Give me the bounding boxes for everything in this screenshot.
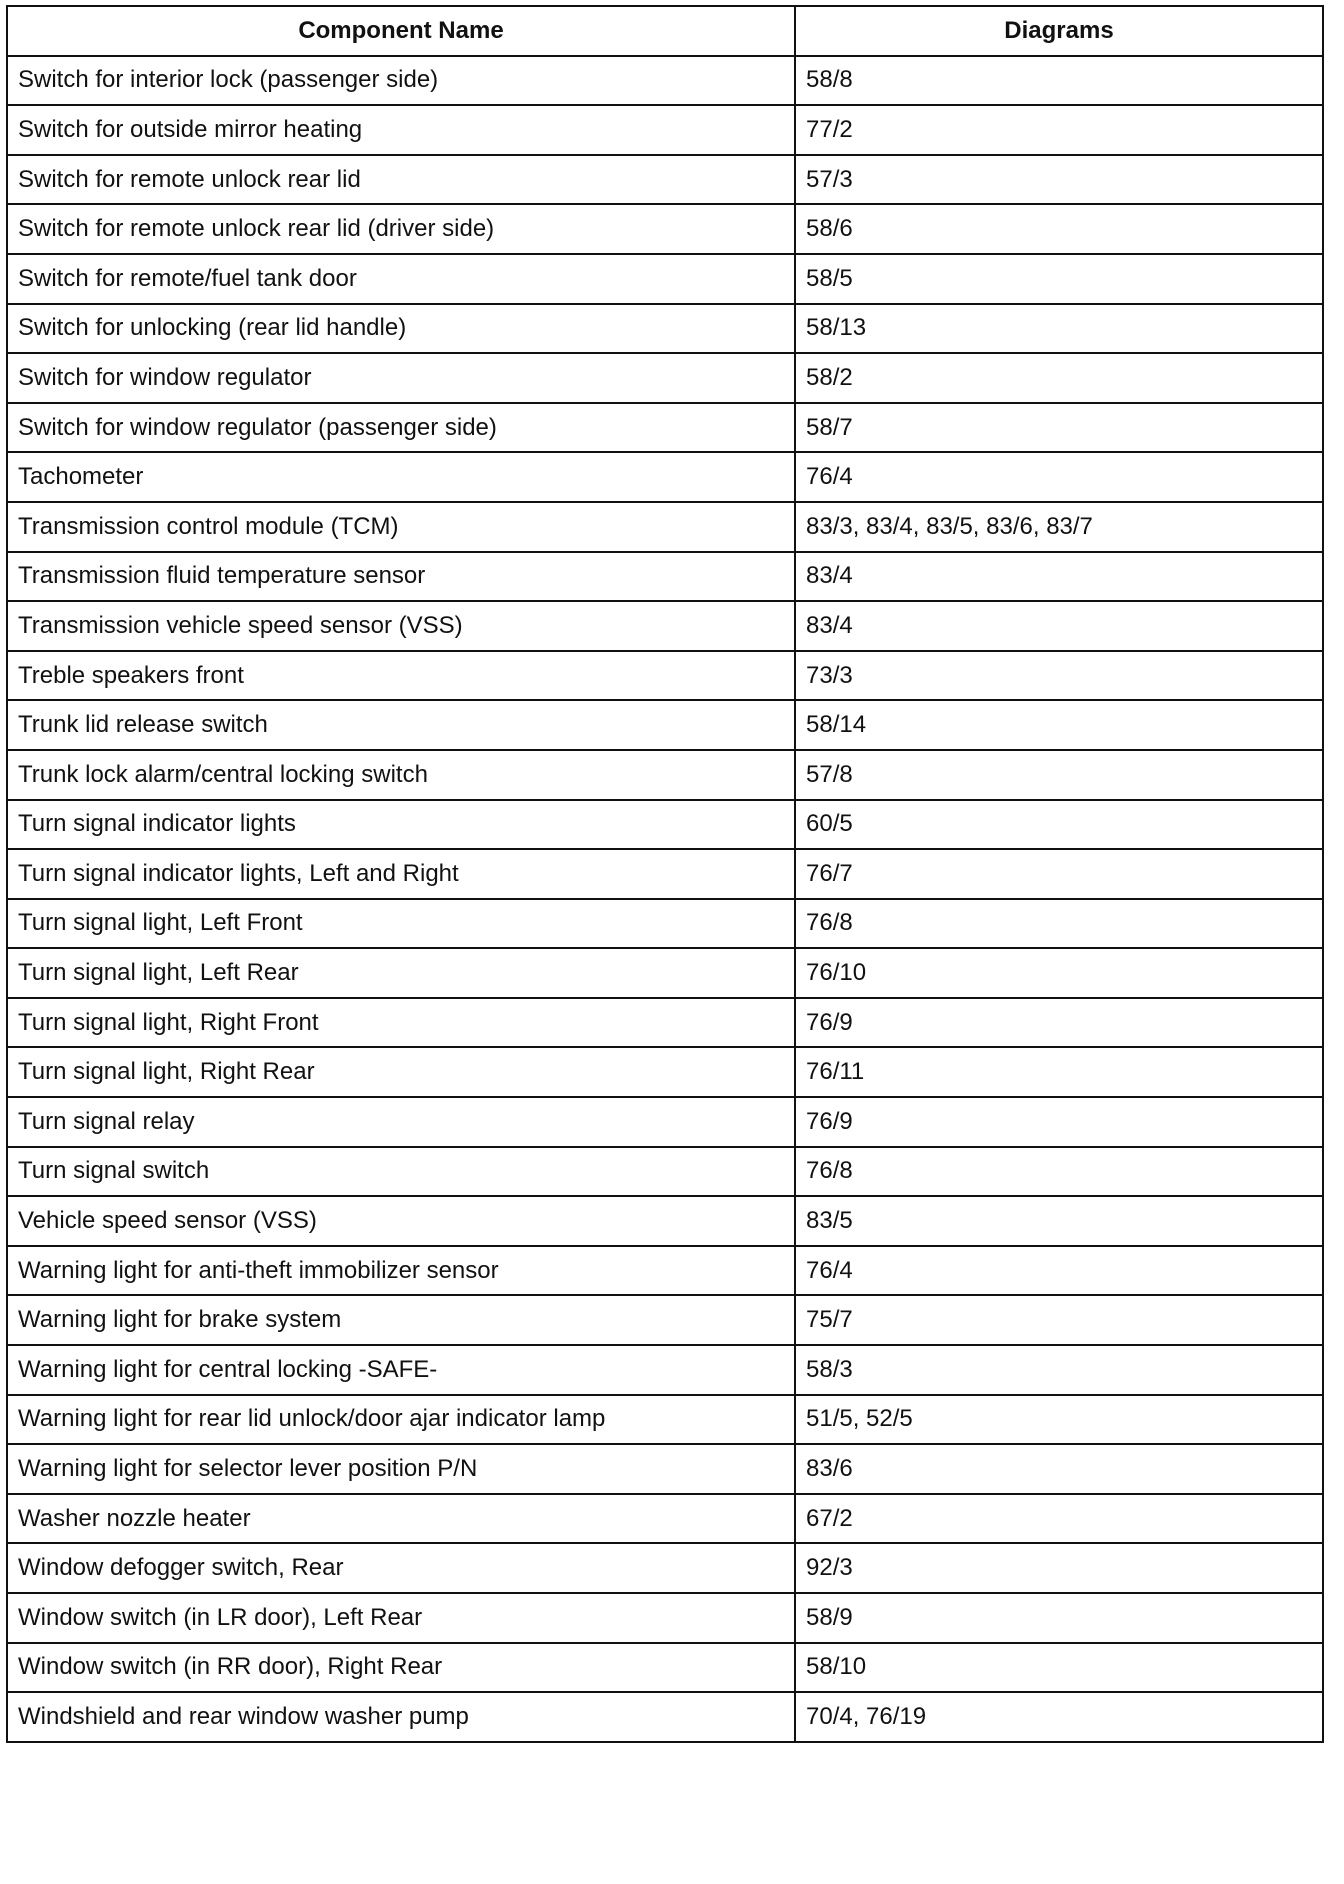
table-row	[7, 1593, 1323, 1643]
table-row	[7, 849, 1323, 899]
component-name-cell: Warning light for anti-theft immobilizer sensor	[7, 1246, 795, 1296]
table-row	[7, 651, 1323, 701]
table-row	[7, 700, 1323, 750]
table-row	[7, 552, 1323, 602]
table-row	[7, 452, 1323, 502]
component-name-cell: Turn signal indicator lights, Left and Right	[7, 849, 795, 899]
diagrams-cell: 76/9	[795, 998, 1323, 1048]
component-name-cell: Treble speakers front	[7, 651, 795, 701]
diagrams-cell: 58/14	[795, 700, 1323, 750]
component-name-cell: Turn signal indicator lights	[7, 800, 795, 850]
diagrams-cell: 58/13	[795, 304, 1323, 354]
table-header-row	[7, 6, 1323, 56]
table-row	[7, 353, 1323, 403]
diagrams-cell: 58/8	[795, 56, 1323, 106]
component-name-cell: Switch for remote unlock rear lid	[7, 155, 795, 205]
component-name-cell: Switch for window regulator (passenger side)	[7, 403, 795, 453]
diagrams-cell: 67/2	[795, 1494, 1323, 1544]
diagrams-cell: 76/10	[795, 948, 1323, 998]
table-row	[7, 502, 1323, 552]
component-name-cell: Turn signal light, Right Front	[7, 998, 795, 1048]
diagrams-cell: 73/3	[795, 651, 1323, 701]
component-name-cell: Transmission vehicle speed sensor (VSS)	[7, 601, 795, 651]
table-row	[7, 1543, 1323, 1593]
table-row	[7, 304, 1323, 354]
table-row	[7, 1444, 1323, 1494]
component-name-cell: Window switch (in RR door), Right Rear	[7, 1643, 795, 1693]
component-name-cell: Switch for remote unlock rear lid (driver side)	[7, 204, 795, 254]
diagrams-cell: 58/10	[795, 1643, 1323, 1693]
table-row	[7, 105, 1323, 155]
component-name-cell: Switch for interior lock (passenger side)	[7, 56, 795, 106]
component-name-cell: Warning light for selector lever position P/N	[7, 1444, 795, 1494]
diagrams-cell: 83/4	[795, 552, 1323, 602]
diagrams-cell: 58/5	[795, 254, 1323, 304]
table-row	[7, 948, 1323, 998]
table-row	[7, 800, 1323, 850]
diagrams-cell: 60/5	[795, 800, 1323, 850]
column-header-diagrams: Diagrams	[795, 6, 1323, 56]
diagrams-cell: 58/9	[795, 1593, 1323, 1643]
diagrams-cell: 57/3	[795, 155, 1323, 205]
component-name-cell: Tachometer	[7, 452, 795, 502]
table-body	[7, 56, 1323, 1742]
diagrams-cell: 76/9	[795, 1097, 1323, 1147]
diagrams-cell: 58/7	[795, 403, 1323, 453]
diagrams-cell: 83/3, 83/4, 83/5, 83/6, 83/7	[795, 502, 1323, 552]
table-row	[7, 1147, 1323, 1197]
component-name-cell: Turn signal light, Left Rear	[7, 948, 795, 998]
component-name-cell: Switch for outside mirror heating	[7, 105, 795, 155]
diagrams-cell: 51/5, 52/5	[795, 1395, 1323, 1445]
diagrams-cell: 76/8	[795, 1147, 1323, 1197]
diagrams-cell: 58/3	[795, 1345, 1323, 1395]
component-name-cell: Warning light for rear lid unlock/door ajar indicator lamp	[7, 1395, 795, 1445]
component-name-cell: Transmission control module (TCM)	[7, 502, 795, 552]
table-row	[7, 899, 1323, 949]
component-name-cell: Window defogger switch, Rear	[7, 1543, 795, 1593]
component-name-cell: Vehicle speed sensor (VSS)	[7, 1196, 795, 1246]
table-row	[7, 601, 1323, 651]
table-row	[7, 1345, 1323, 1395]
component-name-cell: Turn signal light, Left Front	[7, 899, 795, 949]
table-row	[7, 998, 1323, 1048]
component-name-cell: Turn signal switch	[7, 1147, 795, 1197]
component-diagram-table	[6, 5, 1324, 1743]
component-name-cell: Switch for unlocking (rear lid handle)	[7, 304, 795, 354]
table-row	[7, 1692, 1323, 1742]
table-row	[7, 1246, 1323, 1296]
diagrams-cell: 76/4	[795, 452, 1323, 502]
diagrams-cell: 76/7	[795, 849, 1323, 899]
diagrams-cell: 75/7	[795, 1295, 1323, 1345]
table-row	[7, 1395, 1323, 1445]
component-name-cell: Trunk lid release switch	[7, 700, 795, 750]
component-name-cell: Windshield and rear window washer pump	[7, 1692, 795, 1742]
component-name-cell: Washer nozzle heater	[7, 1494, 795, 1544]
table-row	[7, 1196, 1323, 1246]
component-name-cell: Warning light for central locking -SAFE-	[7, 1345, 795, 1395]
diagrams-cell: 76/11	[795, 1047, 1323, 1097]
diagrams-cell: 58/6	[795, 204, 1323, 254]
table-row	[7, 750, 1323, 800]
diagrams-cell: 83/4	[795, 601, 1323, 651]
table-row	[7, 1643, 1323, 1693]
component-name-cell: Window switch (in LR door), Left Rear	[7, 1593, 795, 1643]
component-name-cell: Turn signal light, Right Rear	[7, 1047, 795, 1097]
diagrams-cell: 83/5	[795, 1196, 1323, 1246]
column-header-component-name: Component Name	[7, 6, 795, 56]
diagrams-cell: 57/8	[795, 750, 1323, 800]
table-row	[7, 1494, 1323, 1544]
diagrams-cell: 76/8	[795, 899, 1323, 949]
diagrams-cell: 83/6	[795, 1444, 1323, 1494]
component-name-cell: Transmission fluid temperature sensor	[7, 552, 795, 602]
diagrams-cell: 76/4	[795, 1246, 1323, 1296]
diagrams-cell: 70/4, 76/19	[795, 1692, 1323, 1742]
diagrams-cell: 77/2	[795, 105, 1323, 155]
diagrams-cell: 58/2	[795, 353, 1323, 403]
table-row	[7, 403, 1323, 453]
table-row	[7, 1047, 1323, 1097]
component-name-cell: Trunk lock alarm/central locking switch	[7, 750, 795, 800]
table-row	[7, 1097, 1323, 1147]
component-name-cell: Turn signal relay	[7, 1097, 795, 1147]
table-row	[7, 204, 1323, 254]
component-diagram-table-page	[6, 5, 1322, 1743]
component-name-cell: Switch for remote/fuel tank door	[7, 254, 795, 304]
table-row	[7, 56, 1323, 106]
diagrams-cell: 92/3	[795, 1543, 1323, 1593]
table-row	[7, 155, 1323, 205]
component-name-cell: Warning light for brake system	[7, 1295, 795, 1345]
component-name-cell: Switch for window regulator	[7, 353, 795, 403]
table-row	[7, 254, 1323, 304]
table-row	[7, 1295, 1323, 1345]
